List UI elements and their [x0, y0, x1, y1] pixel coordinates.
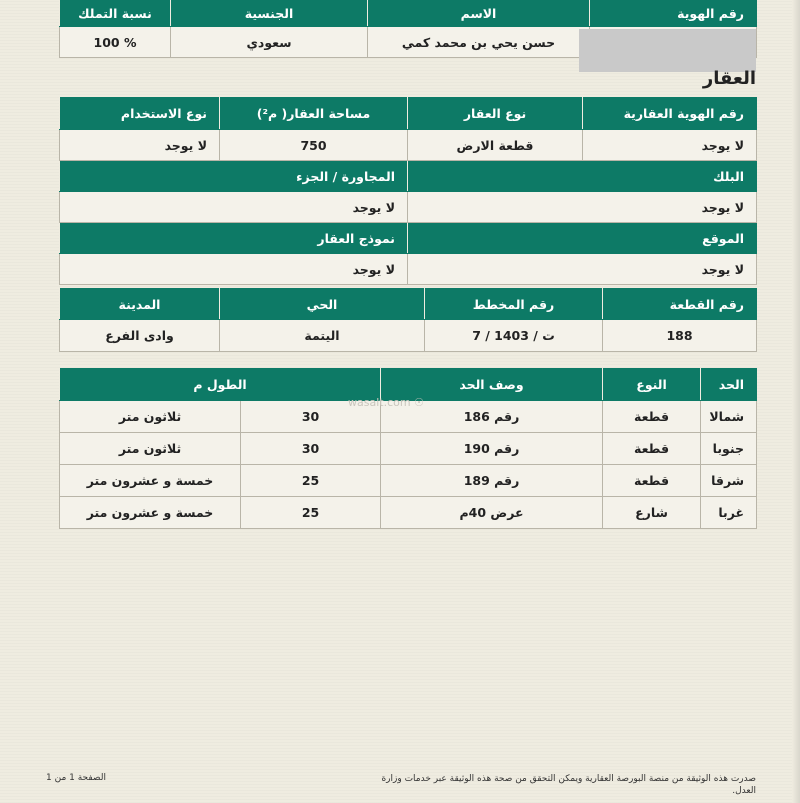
plot-district: اليتمة — [220, 320, 425, 352]
property-header-deed-id: رقم الهوية العقارية — [583, 98, 757, 130]
plot-scheme: 7 / ت / 1403 — [425, 320, 603, 352]
boundary-length-number: 25 — [241, 497, 381, 529]
boundary-description: رقم 186 — [381, 401, 603, 433]
property-header-type: نوع العقار — [408, 98, 583, 130]
boundary-side: جنوبا — [701, 433, 757, 465]
boundary-description: عرض 40م — [381, 497, 603, 529]
boundary-length-number: 30 — [241, 401, 381, 433]
boundary-rows — [60, 401, 757, 529]
plot-number: 188 — [603, 320, 757, 352]
property-header-neighbor: المجاورة / الجزء — [60, 161, 408, 192]
boundaries-table — [59, 368, 757, 529]
owner-header-name: الاسم — [368, 1, 590, 27]
property-model: لا يوجد — [60, 254, 408, 285]
location-pin-icon: ☉ — [414, 396, 424, 409]
plot-header-district: الحي — [220, 289, 425, 320]
boundary-header-kind: النوع — [603, 369, 701, 401]
owner-header-id: رقم الهوية — [590, 1, 757, 27]
plot-table — [59, 288, 757, 352]
property-area: 750 — [220, 130, 408, 161]
plot-city: وادى الفرع — [60, 320, 220, 352]
boundary-kind: قطعة — [603, 433, 701, 465]
owner-header-ownership: نسبة التملك — [60, 1, 171, 27]
page-edge-shadow — [792, 0, 800, 803]
boundary-kind: قطعة — [603, 401, 701, 433]
property-table — [59, 97, 757, 285]
boundary-row — [60, 497, 757, 529]
boundary-side: شرقا — [701, 465, 757, 497]
boundary-header-length: الطول م — [60, 369, 381, 401]
boundary-kind: شارع — [603, 497, 701, 529]
plot-header-city: المدينة — [60, 289, 220, 320]
watermark-text: wasalt.com — [348, 396, 411, 409]
footer-note: صدرت هذه الوثيقة من منصة البورصة العقارية ويمكن التحقق من صحة هذه الوثيقة عبر خدمات وزارة العدل. — [381, 774, 756, 796]
plot-header-scheme: رقم المخطط — [425, 289, 603, 320]
boundary-row — [60, 433, 757, 465]
boundary-length-text: خمسة و عشرون متر — [60, 497, 241, 529]
property-header-area: مساحة العقار( م²) — [220, 98, 408, 130]
property-header-block: البلك — [408, 161, 757, 192]
boundary-length-text: ثلاثون متر — [60, 401, 241, 433]
property-deed-id: لا يوجد — [583, 130, 757, 161]
property-usage: لا يوجد — [60, 130, 220, 161]
plot-header-number: رقم القطعة — [603, 289, 757, 320]
boundary-kind: قطعة — [603, 465, 701, 497]
boundary-header-side: الحد — [701, 369, 757, 401]
boundary-side: شمالا — [701, 401, 757, 433]
property-location: لا يوجد — [408, 254, 757, 285]
watermark — [348, 396, 424, 409]
footer-page-number: الصفحة 1 من 1 — [46, 773, 106, 783]
boundary-header-description: وصف الحد — [381, 369, 603, 401]
owner-nationality: سعودي — [171, 27, 368, 58]
property-neighbor: لا يوجد — [60, 192, 408, 223]
property-type: قطعة الارض — [408, 130, 583, 161]
redacted-id-block — [579, 29, 756, 72]
section-title: العقار — [702, 68, 756, 89]
owner-name: حسن يحي بن محمد كمي — [368, 27, 590, 58]
owner-header-nationality: الجنسية — [171, 1, 368, 27]
property-block: لا يوجد — [408, 192, 757, 223]
boundary-side: غربا — [701, 497, 757, 529]
property-header-model: نموذج العقار — [60, 223, 408, 254]
boundary-description: رقم 190 — [381, 433, 603, 465]
boundary-length-number: 30 — [241, 433, 381, 465]
boundary-description: رقم 189 — [381, 465, 603, 497]
property-header-usage: نوع الاستخدام — [60, 98, 220, 130]
boundary-length-number: 25 — [241, 465, 381, 497]
boundary-length-text: ثلاثون متر — [60, 433, 241, 465]
property-header-location: الموقع — [408, 223, 757, 254]
boundary-row — [60, 465, 757, 497]
boundary-length-text: خمسة و عشرون متر — [60, 465, 241, 497]
owner-ownership: 100 % — [60, 27, 171, 58]
